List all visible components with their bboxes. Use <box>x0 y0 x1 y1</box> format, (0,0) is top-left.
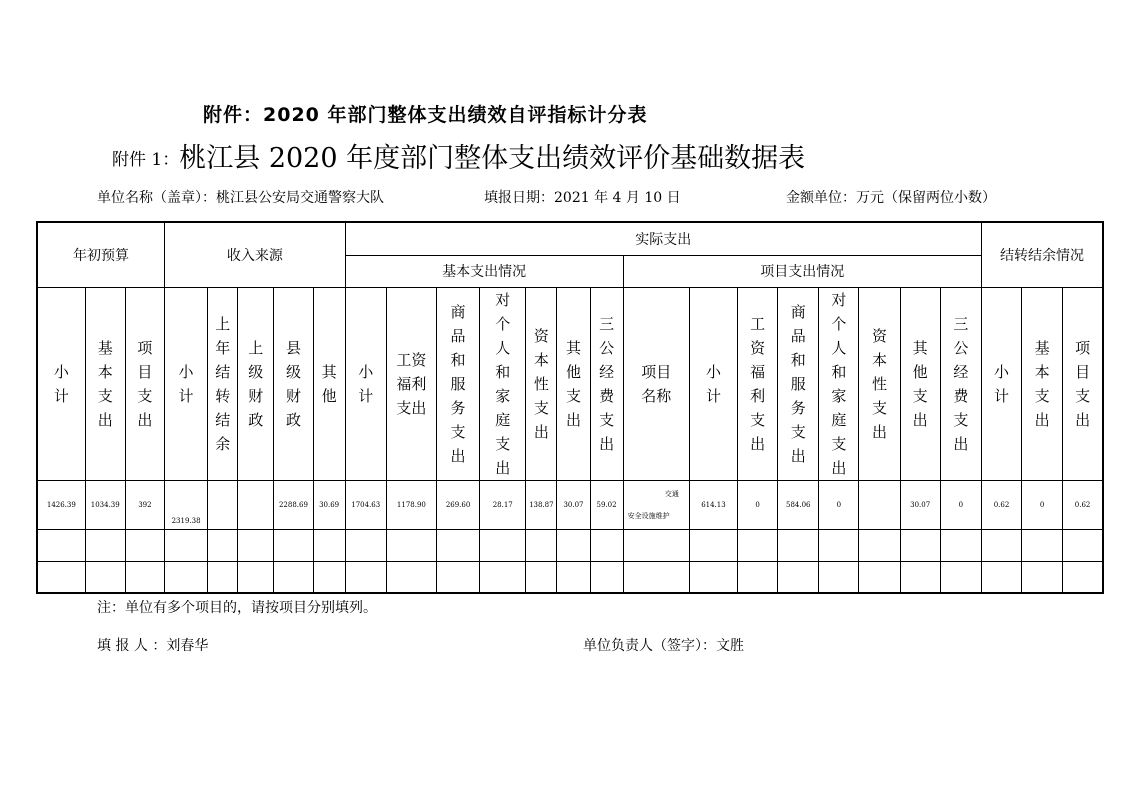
col-budget-basic: 基 本 支 出 <box>85 287 125 480</box>
col-project-total: 小 计 <box>689 287 737 480</box>
project-name-line2: 安全设施维护 <box>627 511 670 520</box>
fill-date: 填报日期：2021 年 4 月 10 日 <box>484 190 681 206</box>
cell-income-upper <box>238 480 274 529</box>
title-text: 桃江县 2020 年度部门整体支出绩效评价基础数据表 <box>179 143 806 174</box>
col-income-county: 县 级 财 政 <box>274 287 313 480</box>
col-basic-personal: 对 个 人 和 家 庭 支 出 <box>480 287 526 480</box>
cell-budget-basic: 1034.39 <box>85 480 125 529</box>
cell-project-other: 30.07 <box>900 480 940 529</box>
cell-income-county: 2288.69 <box>274 480 313 529</box>
attachment-label: 附件 1： <box>112 150 180 170</box>
table-row <box>37 561 1103 593</box>
cell-project-total: 614.13 <box>689 480 737 529</box>
cell-basic-salary: 1178.90 <box>386 480 436 529</box>
col-budget-total: 小 计 <box>37 287 85 480</box>
col-balance-total: 小 计 <box>981 287 1021 480</box>
col-basic-total: 小 计 <box>345 287 386 480</box>
table-row <box>37 480 1103 529</box>
cell-project-goods: 584.06 <box>778 480 819 529</box>
cell-income-prev <box>208 480 238 529</box>
col-basic-goods: 商 品 和 服 务 支 出 <box>436 287 479 480</box>
col-project-salary: 工 资 福 利 支 出 <box>738 287 778 480</box>
cell-basic-goods: 269.60 <box>436 480 479 529</box>
group-budget: 年初预算 <box>37 222 164 287</box>
data-table <box>36 221 1104 594</box>
cell-balance-project: 0.62 <box>1063 480 1103 529</box>
col-basic-salary: 工资 福利 支出 <box>386 287 436 480</box>
col-project-capital: 资 本 性 支 出 <box>859 287 900 480</box>
document-subtitle: 附件：2020 年部门整体支出绩效自评指标计分表 <box>203 104 648 126</box>
group-project: 项目支出情况 <box>623 255 981 287</box>
col-income-other: 其 他 <box>313 287 345 480</box>
document-title <box>112 136 805 175</box>
filler-name: 填 报 人 ：刘春华 <box>97 638 209 654</box>
cell-basic-total: 1704.63 <box>345 480 386 529</box>
cell-income-other: 30.69 <box>313 480 345 529</box>
currency-unit: 金额单位：万元（保留两位小数） <box>786 190 996 206</box>
cell-income-total: 2319.38 <box>164 480 207 529</box>
col-basic-other: 其 他 支 出 <box>557 287 590 480</box>
col-income-prev: 上 年 结 转 结 余 <box>208 287 238 480</box>
cell-project-personal: 0 <box>819 480 859 529</box>
col-project-personal: 对 个 人 和 家 庭 支 出 <box>819 287 859 480</box>
unit-name: 单位名称（盖章）：桃江县公安局交通警察大队 <box>97 190 384 206</box>
col-basic-three: 三 公 经 费 支 出 <box>590 287 623 480</box>
table-row <box>37 529 1103 561</box>
cell-balance-basic: 0 <box>1022 480 1063 529</box>
col-balance-project: 项 目 支 出 <box>1063 287 1103 480</box>
cell-balance-total: 0.62 <box>981 480 1021 529</box>
col-project-other: 其 他 支 出 <box>900 287 940 480</box>
project-name-line1: 交通 <box>664 489 679 498</box>
cell-basic-three: 59.02 <box>590 480 623 529</box>
cell-basic-personal: 28.17 <box>480 480 526 529</box>
col-project-goods: 商 品 和 服 务 支 出 <box>778 287 819 480</box>
col-basic-capital: 资 本 性 支 出 <box>526 287 557 480</box>
group-basic: 基本支出情况 <box>345 255 623 287</box>
cell-project-capital <box>859 480 900 529</box>
col-project-three: 三 公 经 费 支 出 <box>940 287 981 480</box>
cell-project-name <box>623 480 689 529</box>
cell-budget-project: 392 <box>125 480 164 529</box>
leader-signature: 单位负责人（签字）：文胜 <box>583 638 744 654</box>
group-actual: 实际支出 <box>345 222 981 255</box>
group-income: 收入来源 <box>164 222 345 287</box>
footnote: 注：单位有多个项目的，请按项目分别填列。 <box>97 600 377 616</box>
cell-basic-capital: 138.87 <box>526 480 557 529</box>
col-income-total: 小 计 <box>164 287 207 480</box>
col-budget-project: 项 目 支 出 <box>125 287 164 480</box>
group-balance: 结转结余情况 <box>981 222 1103 287</box>
cell-budget-total: 1426.39 <box>37 480 85 529</box>
cell-project-three: 0 <box>940 480 981 529</box>
col-project-name: 项目 名称 <box>623 287 689 480</box>
cell-basic-other: 30.07 <box>557 480 590 529</box>
cell-project-salary: 0 <box>738 480 778 529</box>
col-income-upper: 上 级 财 政 <box>238 287 274 480</box>
col-balance-basic: 基 本 支 出 <box>1022 287 1063 480</box>
